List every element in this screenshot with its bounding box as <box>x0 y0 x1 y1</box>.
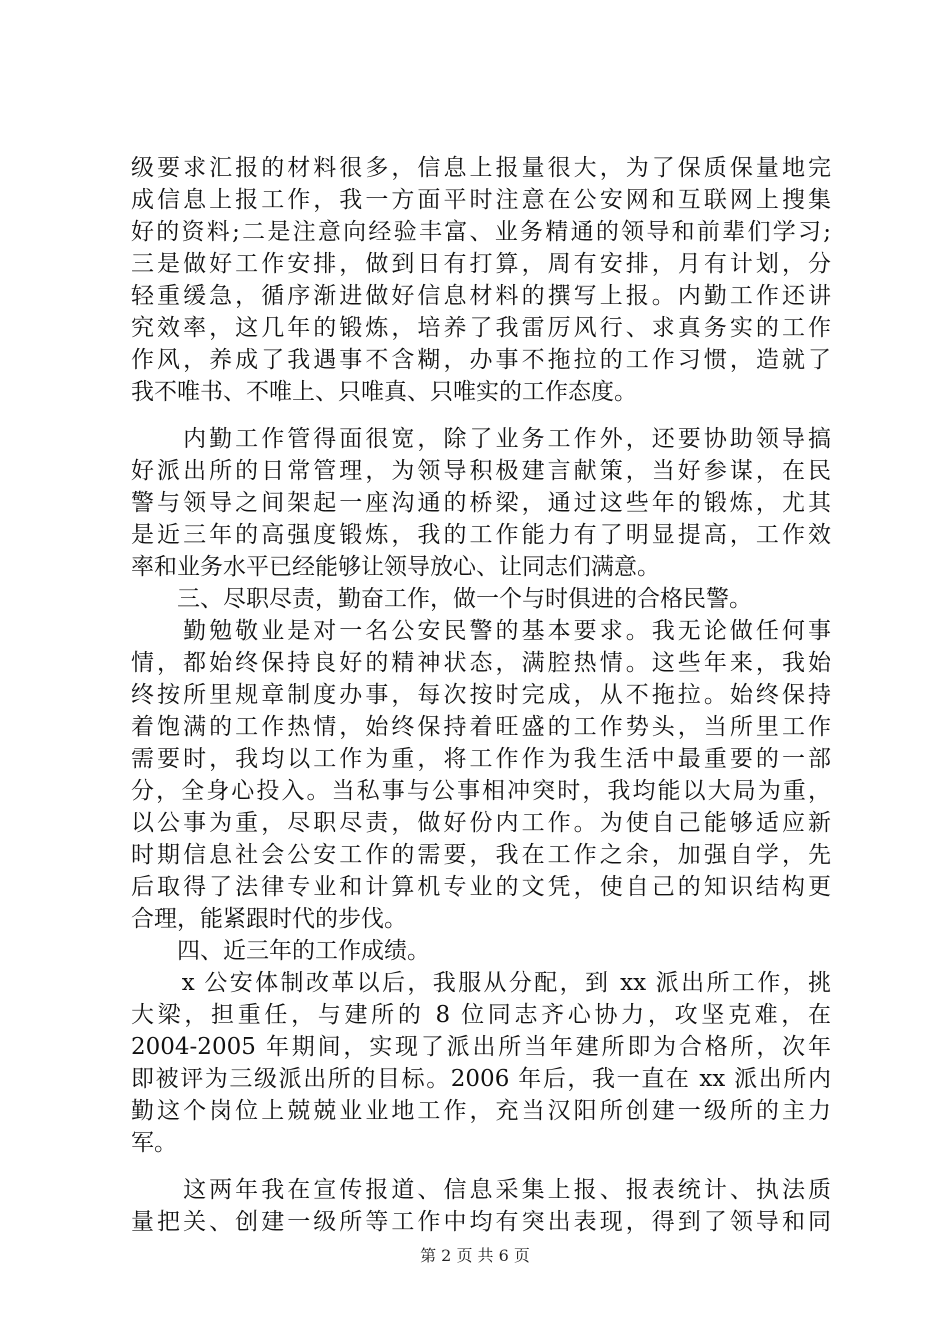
text-line: 量把关、创建一级所等工作中均有突出表现，得到了领导和同 <box>131 1209 831 1235</box>
page-footer: 第 2 页 共 6 页 <box>420 1246 530 1265</box>
text-line: 级要求汇报的材料很多，信息上报量很大，为了保质保量地完 <box>131 155 831 181</box>
text-line: 勤这个岗位上兢兢业业地工作，充当汉阳所创建一级所的主力 <box>131 1098 831 1124</box>
text-line: 即被评为三级派出所的目标。2006 年后，我一直在 xx 派出所内 <box>131 1066 831 1092</box>
text-line: 究效率，这几年的锻炼，培养了我雷厉风行、求真务实的工作 <box>131 315 831 341</box>
text-line: 作风，养成了我遇事不含糊，办事不拖拉的工作习惯，造就了 <box>131 347 831 373</box>
text-line: 成信息上报工作，我一方面平时注意在公安网和互联网上搜集 <box>131 187 831 213</box>
text-line: 轻重缓急，循序渐进做好信息材料的撰写上报。内勤工作还讲 <box>131 283 831 309</box>
text-line: 三、尽职尽责，勤奋工作，做一个与时俱进的合格民警。 <box>131 586 752 612</box>
text-line: 好派出所的日常管理，为领导积极建言献策，当好参谋，在民 <box>131 458 831 484</box>
text-line: 四、近三年的工作成绩。 <box>131 938 430 964</box>
text-line: 时期信息社会公安工作的需要，我在工作之余，加强自学，先 <box>131 842 831 868</box>
text-line: 着饱满的工作热情，始终保持着旺盛的工作势头，当所里工作 <box>131 714 831 740</box>
text-line: 我不唯书、不唯上、只唯真、只唯实的工作态度。 <box>131 379 637 405</box>
text-line: 合理，能紧跟时代的步伐。 <box>131 906 407 932</box>
text-line: 好的资料;二是注意向经验丰富、业务精通的领导和前辈们学习; <box>131 219 831 245</box>
text-line: 三是做好工作安排，做到日有打算，周有安排，月有计划，分 <box>131 251 831 277</box>
text-line: 这两年我在宣传报道、信息采集上报、报表统计、执法质 <box>131 1177 831 1203</box>
text-line: 军。 <box>131 1130 177 1156</box>
text-line: 是近三年的高强度锻炼，我的工作能力有了明显提高，工作效 <box>131 522 831 548</box>
text-line: 分，全身心投入。当私事与公事相冲突时，我均能以大局为重， <box>131 778 831 804</box>
text-line: 率和业务水平已经能够让领导放心、让同志们满意。 <box>131 554 660 580</box>
text-line: 情，都始终保持良好的精神状态，满腔热情。这些年来，我始 <box>131 650 831 676</box>
text-line: 终按所里规章制度办事，每次按时完成，从不拖拉。始终保持 <box>131 682 831 708</box>
text-line: x 公安体制改革以后，我服从分配，到 xx 派出所工作，挑 <box>131 970 831 996</box>
text-line: 以公事为重，尽职尽责，做好份内工作。为使自己能够适应新 <box>131 810 831 836</box>
text-line: 内勤工作管得面很宽，除了业务工作外，还要协助领导搞 <box>131 426 831 452</box>
text-line: 大梁，担重任，与建所的 8 位同志齐心协力，攻坚克难，在 <box>131 1002 831 1028</box>
text-line: 需要时，我均以工作为重，将工作作为我生活中最重要的一部 <box>131 746 831 772</box>
text-line: 2004-2005 年期间，实现了派出所当年建所即为合格所，次年 <box>131 1034 831 1060</box>
text-line: 后取得了法律专业和计算机专业的文凭，使自己的知识结构更 <box>131 874 831 900</box>
text-line: 警与领导之间架起一座沟通的桥梁，通过这些年的锻炼，尤其 <box>131 490 831 516</box>
text-line: 勤勉敬业是对一名公安民警的基本要求。我无论做任何事 <box>131 618 831 644</box>
